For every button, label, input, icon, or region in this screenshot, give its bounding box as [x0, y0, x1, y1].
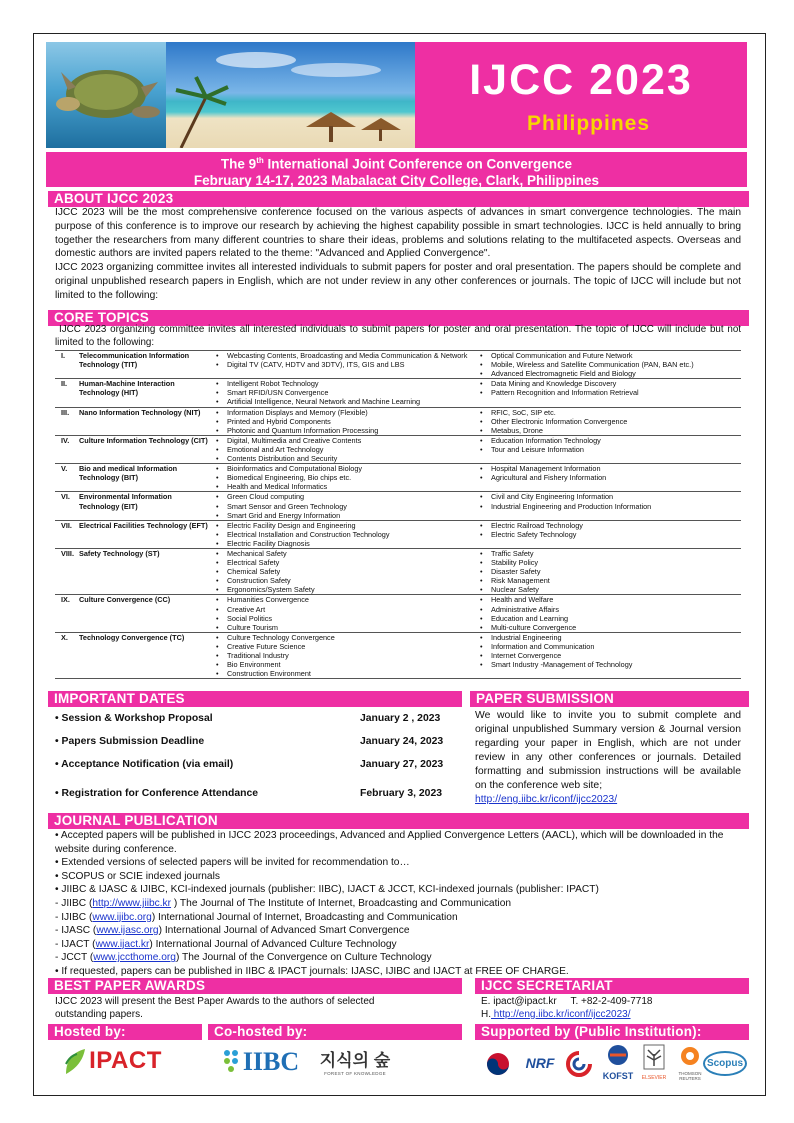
- date-value: February 3, 2023: [360, 788, 443, 799]
- journal-jiibc: - JIIBC (http://www.jiibc.kr ) The Journal of The Institute of Internet, Broadcasting and Communication: [55, 897, 512, 909]
- journal-publication-heading: JOURNAL PUBLICATION: [48, 813, 749, 829]
- ipact-logo: IPACT: [55, 1044, 170, 1078]
- journal-publication-text: [55, 829, 745, 979]
- topic-list: [477, 464, 741, 492]
- topic-row: [55, 632, 741, 678]
- secretariat-info: [481, 995, 743, 1021]
- topic-row: [55, 351, 741, 379]
- about-heading: ABOUT IJCC 2023: [48, 191, 749, 207]
- paper-submission-text: [475, 709, 741, 807]
- topic-item: • Industrial Engineering: [477, 633, 741, 642]
- best-paper-awards-text: IJCC 2023 will present the Best Paper Awards to the authors of selected outstanding papers.: [55, 996, 375, 1020]
- submission-link[interactable]: http://eng.iibc.kr/iconf/ijcc2023/: [475, 794, 618, 805]
- topic-area: Bio and medical Information Technology (BIT): [79, 464, 178, 483]
- topic-item: • Bioinformatics and Computational Biology: [213, 464, 477, 473]
- topic-item: • Contents Distribution and Security: [213, 454, 477, 463]
- topic-list: [213, 548, 477, 594]
- topic-item: • Humanities Convergence: [213, 595, 477, 604]
- topic-item: • Electrical Installation and Construction Technology: [213, 530, 477, 539]
- topic-item: • Education Information Technology: [477, 436, 741, 445]
- topic-item: • Construction Environment: [213, 669, 477, 678]
- topic-row: [55, 595, 741, 632]
- government-emblem-logo: [478, 1044, 518, 1084]
- jcct-link[interactable]: www.jccthome.org: [93, 952, 176, 964]
- topic-area: Human-Machine Interaction Technology (HIT): [79, 379, 175, 398]
- date-row: [55, 713, 450, 724]
- conference-country: Philippines: [527, 112, 651, 135]
- topic-item: • Electrical Safety: [213, 558, 477, 567]
- topic-number: X.: [61, 632, 68, 642]
- topic-row: [55, 379, 741, 407]
- about-text: [55, 206, 741, 303]
- ijasc-link[interactable]: www.ijasc.org: [96, 925, 159, 937]
- topic-number: VII.: [61, 520, 72, 530]
- banner-line-1: The 9th International Joint Conference on Convergence: [220, 156, 573, 172]
- topic-item: • Printed and Hybrid Components: [213, 417, 477, 426]
- topic-item: • Social Politics: [213, 614, 477, 623]
- turtle-photo: [46, 42, 166, 148]
- elsevier-logo: ELSEVIER: [636, 1044, 672, 1084]
- submission-body: We would like to invite you to submit complete and original unpublished Summary version & Journal version regarding your paper in English, which are not under review in any other conferences or journals. Detailed formatting and submission instructions will be available on the conference web site;: [475, 710, 741, 791]
- topic-item: • Data Mining and Knowledge Discovery: [477, 379, 741, 388]
- kocca-logo: [560, 1044, 598, 1084]
- topic-number: IX.: [61, 595, 70, 605]
- topic-row: [55, 407, 741, 435]
- journal-bullet-4: • JIIBC & IJASC & IJIBC, KCI-indexed journals (publisher: IIBC), IJACT & JCCT, KCI-indexed journals (publisher: IPACT): [55, 884, 599, 896]
- thomson-reuters-logo: THOMSON REUTERS: [672, 1046, 708, 1086]
- topics-table: [55, 350, 741, 679]
- ijibc-link[interactable]: www.ijibc.org: [92, 911, 152, 923]
- co-hosted-by-heading: Co-hosted by:: [208, 1024, 462, 1040]
- date-value: January 24, 2023: [360, 736, 444, 747]
- title-block: [415, 42, 747, 148]
- kofst-logo: KOFST: [598, 1044, 638, 1084]
- paper-submission-heading: PAPER SUBMISSION: [470, 691, 749, 707]
- jiibc-link[interactable]: http://www.jiibc.kr: [92, 897, 172, 909]
- topic-item: • Green Cloud computing: [213, 492, 477, 501]
- topic-list: [213, 492, 477, 520]
- topic-item: • Electric Railroad Technology: [477, 521, 741, 530]
- date-label: • Registration for Conference Attendance: [55, 788, 259, 799]
- topic-number: VI.: [61, 492, 70, 502]
- topic-item: • Smart Sensor and Green Technology: [213, 502, 477, 511]
- topic-item: • Internet Convergence: [477, 651, 741, 660]
- topic-row: [55, 548, 741, 594]
- topic-item: • Electric Safety Technology: [477, 530, 741, 539]
- topic-item: • Biomedical Engineering, Bio chips etc.: [213, 473, 477, 482]
- topic-number: IV.: [61, 435, 70, 445]
- journal-bullet-2: • Extended versions of selected papers will be invited for recommendation to…: [55, 857, 410, 869]
- important-dates-heading: IMPORTANT DATES: [48, 691, 462, 707]
- topic-item: • Traditional Industry: [213, 651, 477, 660]
- topic-item: • Multi-culture Convergence: [477, 623, 741, 632]
- topic-item: • Traffic Safety: [477, 549, 741, 558]
- topic-item: • RFIC, SoC, SIP etc.: [477, 408, 741, 417]
- date-label: • Acceptance Notification (via email): [55, 759, 234, 770]
- topic-item: • Advanced Electromagnetic Field and Biology: [477, 369, 741, 378]
- supported-by-heading: Supported by (Public Institution):: [475, 1024, 749, 1040]
- date-row: [55, 788, 450, 799]
- topic-item: • Hospital Management Information: [477, 464, 741, 473]
- topic-item: • Information and Communication: [477, 642, 741, 651]
- kofst-emblem-icon: [607, 1044, 629, 1066]
- journal-bullet-5: • If requested, papers can be published in IIBC & IPACT journals: IJASC, IJIBC and IJACT at FREE OF CHARGE.: [55, 965, 569, 977]
- topic-item: • Electric Facility Design and Engineering: [213, 521, 477, 530]
- topic-item: • Photonic and Quantum Information Processing: [213, 426, 477, 435]
- topic-area: Safety Technology (ST): [79, 548, 160, 558]
- swirl-icon: [566, 1051, 592, 1077]
- core-topics-heading: CORE TOPICS: [48, 310, 749, 326]
- topic-item: • Civil and City Engineering Information: [477, 492, 741, 501]
- topic-item: • Agricultural and Fishery Information: [477, 473, 741, 482]
- topic-list: [477, 435, 741, 463]
- topic-item: • Creative Future Science: [213, 642, 477, 651]
- topic-area: Technology Convergence (TC): [79, 632, 185, 642]
- ijact-link[interactable]: www.ijact.kr: [95, 938, 150, 950]
- secretariat-website: H. http://eng.iibc.kr/iconf/ijcc2023/: [481, 1009, 631, 1020]
- topic-number: V.: [61, 464, 68, 474]
- topic-row: [55, 435, 741, 463]
- conference-title: IJCC 2023: [469, 56, 693, 104]
- ipact-leaf-icon: [63, 1046, 89, 1076]
- beach-photo: [166, 42, 415, 148]
- topic-item: • Administrative Affairs: [477, 605, 741, 614]
- topic-item: • Information Displays and Memory (Flexible): [213, 408, 477, 417]
- journal-ijibc: - IJIBC (www.ijibc.org) International Journal of Internet, Broadcasting and Communication: [55, 911, 458, 923]
- topic-item: • Pattern Recognition and Information Retrieval: [477, 388, 741, 397]
- iibc-logo: IIBC: [212, 1044, 308, 1080]
- topic-item: • Artificial Intelligence, Neural Network and Machine Learning: [213, 397, 477, 406]
- journal-jcct: - JCCT (www.jccthome.org) The Journal of the Convergence on Culture Technology: [55, 952, 432, 964]
- topic-item: • Industrial Engineering and Production Information: [477, 502, 741, 511]
- topic-item: • Risk Management: [477, 576, 741, 585]
- topic-area: Nano Information Technology (NIT): [79, 407, 201, 417]
- nrf-logo: NRF: [525, 1055, 555, 1071]
- topic-area: Culture Convergence (CC): [79, 595, 171, 605]
- topic-item: • Intelligent Robot Technology: [213, 379, 477, 388]
- date-row: [55, 736, 450, 747]
- topic-list: [477, 351, 741, 379]
- topic-list: [477, 492, 741, 520]
- best-paper-awards-heading: BEST PAPER AWARDS: [48, 978, 462, 994]
- date-row: [55, 759, 450, 770]
- topic-area: Culture Information Technology (CIT): [79, 435, 208, 445]
- topic-item: • Mechanical Safety: [213, 549, 477, 558]
- topic-list: [213, 520, 477, 548]
- scopus-logo: Scopus: [706, 1046, 744, 1080]
- topic-item: • Smart RFID/USN Convergence: [213, 388, 477, 397]
- topic-item: • Smart Grid and Energy Information: [213, 511, 477, 520]
- topic-item: • Webcasting Contents, Broadcasting and Media Communication & Network: [213, 351, 477, 360]
- topic-item: • Education and Learning: [477, 614, 741, 623]
- topic-list: [213, 632, 477, 678]
- topic-area: Electrical Facilities Technology (EFT): [79, 520, 208, 530]
- secretariat-link[interactable]: http://eng.iibc.kr/iconf/ijcc2023/: [491, 1009, 631, 1020]
- thomson-globe-icon: [680, 1046, 700, 1066]
- topic-row: [55, 492, 741, 520]
- hosted-by-heading: Hosted by:: [48, 1024, 202, 1040]
- date-label: • Session & Workshop Proposal: [55, 713, 213, 724]
- topic-list: [213, 435, 477, 463]
- conference-banner: [46, 152, 747, 187]
- banner-line-2: February 14-17, 2023 Mabalacat City College, Clark, Philippines: [193, 172, 600, 188]
- topic-item: • Optical Communication and Future Network: [477, 351, 741, 360]
- topic-item: • Digital TV (CATV, HDTV and 3DTV), ITS, GIS and LBS: [213, 360, 477, 369]
- topic-item: • Creative Art: [213, 605, 477, 614]
- forest-of-knowledge-logo: 지식의 숲 FOREST OF KNOWLEDGE: [319, 1051, 391, 1076]
- topic-item: • Tour and Leisure Information: [477, 445, 741, 454]
- topic-item: • Culture Tourism: [213, 623, 477, 632]
- date-value: January 27, 2023: [360, 759, 444, 770]
- elsevier-tree-icon: [643, 1044, 665, 1070]
- topic-number: III.: [61, 407, 70, 417]
- topic-list: [213, 464, 477, 492]
- topic-item: • Digital, Multimedia and Creative Contents: [213, 436, 477, 445]
- topic-list: [477, 632, 741, 678]
- taegeuk-icon: [486, 1052, 510, 1076]
- topic-item: • Construction Safety: [213, 576, 477, 585]
- journal-ijasc: - IJASC (www.ijasc.org) International Journal of Advanced Smart Convergence: [55, 925, 410, 937]
- topic-item: • Metabus, Drone: [477, 426, 741, 435]
- topic-number: II.: [61, 379, 68, 389]
- iibc-dots-icon: [221, 1049, 243, 1075]
- topic-item: • Smart Industry -Management of Technology: [477, 660, 741, 669]
- core-topics-intro: IJCC 2023 organizing committee invites all interested individuals to submit papers for poster and oral presentation. The topic of IJCC will include but not limited to the following:: [55, 324, 741, 348]
- topic-item: • Bio Environment: [213, 660, 477, 669]
- topic-list: [477, 595, 741, 632]
- topic-list: [213, 351, 477, 379]
- topic-number: VIII.: [61, 548, 74, 558]
- topic-item: • Electric Facility Diagnosis: [213, 539, 477, 548]
- topic-item: • Other Electronic Information Convergence: [477, 417, 741, 426]
- topic-list: [213, 407, 477, 435]
- topic-row: [55, 464, 741, 492]
- journal-ijact: - IJACT (www.ijact.kr) International Journal of Advanced Culture Technology: [55, 938, 397, 950]
- journal-bullet-3: • SCOPUS or SCIE indexed journals: [55, 870, 220, 882]
- date-label: • Papers Submission Deadline: [55, 736, 205, 747]
- secretariat-heading: IJCC SECRETARIAT: [475, 978, 749, 994]
- topic-row: [55, 520, 741, 548]
- topic-item: • Disaster Safety: [477, 567, 741, 576]
- topic-list: [477, 548, 741, 594]
- topic-area: Environmental Information Technology (EIT): [79, 492, 172, 511]
- topic-item: • Culture Technology Convergence: [213, 633, 477, 642]
- about-paragraph-2: IJCC 2023 organizing committee invites all interested individuals to submit papers for poster and oral presentation. The papers should be complete and original unpublished research papers in English, which are not under review in any other conferences or journals. The topic of IJCC will include but not limited to the following:: [55, 262, 741, 301]
- topic-list: [477, 379, 741, 407]
- date-value: January 2 , 2023: [360, 713, 441, 724]
- topic-area: Telecommunication Information Technology (TIT): [79, 351, 190, 370]
- topic-item: • Emotional and Art Technology: [213, 445, 477, 454]
- journal-bullet-1: • Accepted papers will be published in IJCC 2023 proceedings, Advanced and Applied Convergence Letters (AACL), which will be downloaded in the website during conference.: [55, 830, 724, 855]
- topic-item: • Stability Policy: [477, 558, 741, 567]
- topic-item: • Mobile, Wireless and Satellite Communication (PAN, BAN etc.): [477, 360, 741, 369]
- topic-item: • Nuclear Safety: [477, 585, 741, 594]
- topic-item: • Health and Medical Informatics: [213, 482, 477, 491]
- secretariat-contact: E. ipact@ipact.kr T. +82-2-409-7718: [481, 996, 653, 1007]
- about-paragraph-1: IJCC 2023 will be the most comprehensive conference focused on the various aspects of advances in smart convergence technologies. The main purpose of this conference is to improve our research by achieving the highest capability possible in smart technologies. IJCC is held annually to bring together the researchers from many different countries to share their ideas, problems and solutions relating to the multifaceted aspects. Overseas and domestic authors are invited papers related to the theme: "Advanced and Applied Convergence".: [55, 207, 741, 260]
- topic-item: • Health and Welfare: [477, 595, 741, 604]
- topic-number: I.: [61, 351, 66, 360]
- topic-list: [213, 379, 477, 407]
- topic-list: [477, 407, 741, 435]
- topic-item: • Chemical Safety: [213, 567, 477, 576]
- topic-item: • Ergonomics/System Safety: [213, 585, 477, 594]
- topic-list: [213, 595, 477, 632]
- topic-list: [477, 520, 741, 548]
